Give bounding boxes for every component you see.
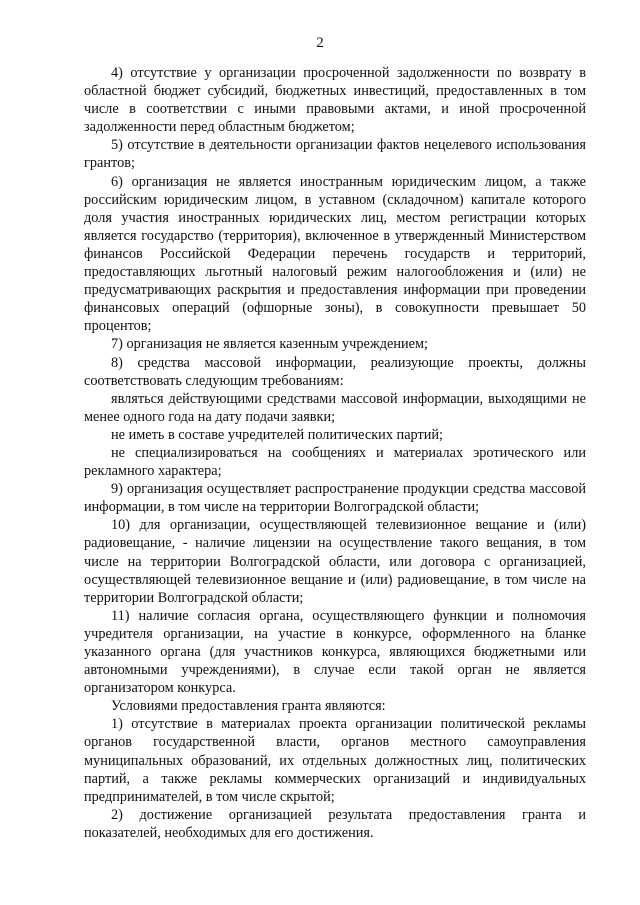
grant-conditions-heading: Условиями предоставления гранта являются:	[111, 698, 386, 715]
requirement-active-media: являться действующими средствами массовой информации, выходящими не менее одного года на дату подачи заявки;	[84, 390, 586, 425]
paragraph-item-6: 6) организация не является иностранным юридическим лицом, а также российским юридическим лицом, в уставном (складочном) капитале которого доля участия иностранных юридических лиц, местом регистрации которых является государство (территория), включенное в утвержденный Министерством финансов Российской Федерации перечень государств и территорий, предоставляющих льготный налоговый режим налогообложения и (или) не предусматривающих раскрытия и предоставления информации при проведении финансовых операций (офшорные зоны), в совокупности превышает 50 процентов;	[84, 173, 586, 335]
document-body	[84, 64, 586, 842]
paragraph-item-8: 8) средства массовой информации, реализующие проекты, должны соответствовать следующим требованиям:	[84, 354, 586, 389]
paragraph-item-5: 5) отсутствие в деятельности организации фактов нецелевого использования грантов;	[84, 137, 586, 172]
condition-item-1: 1) отсутствие в материалах проекта организации политической рекламы органов государственной власти, органов местного самоуправления муниципальных образований, их отдельных должностных лиц, политических партий, а также рекламы коммерческих организаций и индивидуальных предпринимателей, в том числе скрытой;	[84, 716, 586, 805]
paragraph-item-10: 10) для организации, осуществляющей телевизионное вещание и (или) радиовещание, - наличие лицензии на осуществление такого вещания, в том числе на территории Волгоградской области, или договора с организацией, осуществляющей телевизионное вещание и (или) радиовещание, в том числе на территории Волгоградской области;	[84, 517, 586, 606]
paragraph-item-4: 4) отсутствие у организации просроченной задолженности по возврату в областной бюджет субсидий, бюджетных инвестиций, предоставленных в том числе в соответствии с иными правовыми актами, и иной просроченной задолженности перед областным бюджетом;	[84, 65, 586, 136]
requirement-no-erotic-ads: не специализироваться на сообщениях и материалах эротического или рекламного характера;	[84, 444, 586, 480]
page-number: 2	[316, 35, 324, 51]
paragraph-item-11: 11) наличие согласия органа, осуществляющего функции и полномочия учредителя организации, на участие в конкурсе, оформленного на бланке указанного органа (для участников конкурса, являющихся бюджетными или автономными учреждениями), в случае если такой орган не является организатором конкурса.	[84, 607, 586, 697]
paragraph-item-9: 9) организация осуществляет распространение продукции средства массовой информации, в том числе на территории Волгоградской области;	[84, 481, 586, 516]
condition-item-2: 2) достижение организацией результата предоставления гранта и показателей, необходимых для его достижения.	[84, 806, 586, 841]
paragraph-item-7: 7) организация не является казенным учреждением;	[111, 336, 429, 353]
requirement-no-political-founders: не иметь в составе учредителей политических партий;	[111, 426, 444, 443]
